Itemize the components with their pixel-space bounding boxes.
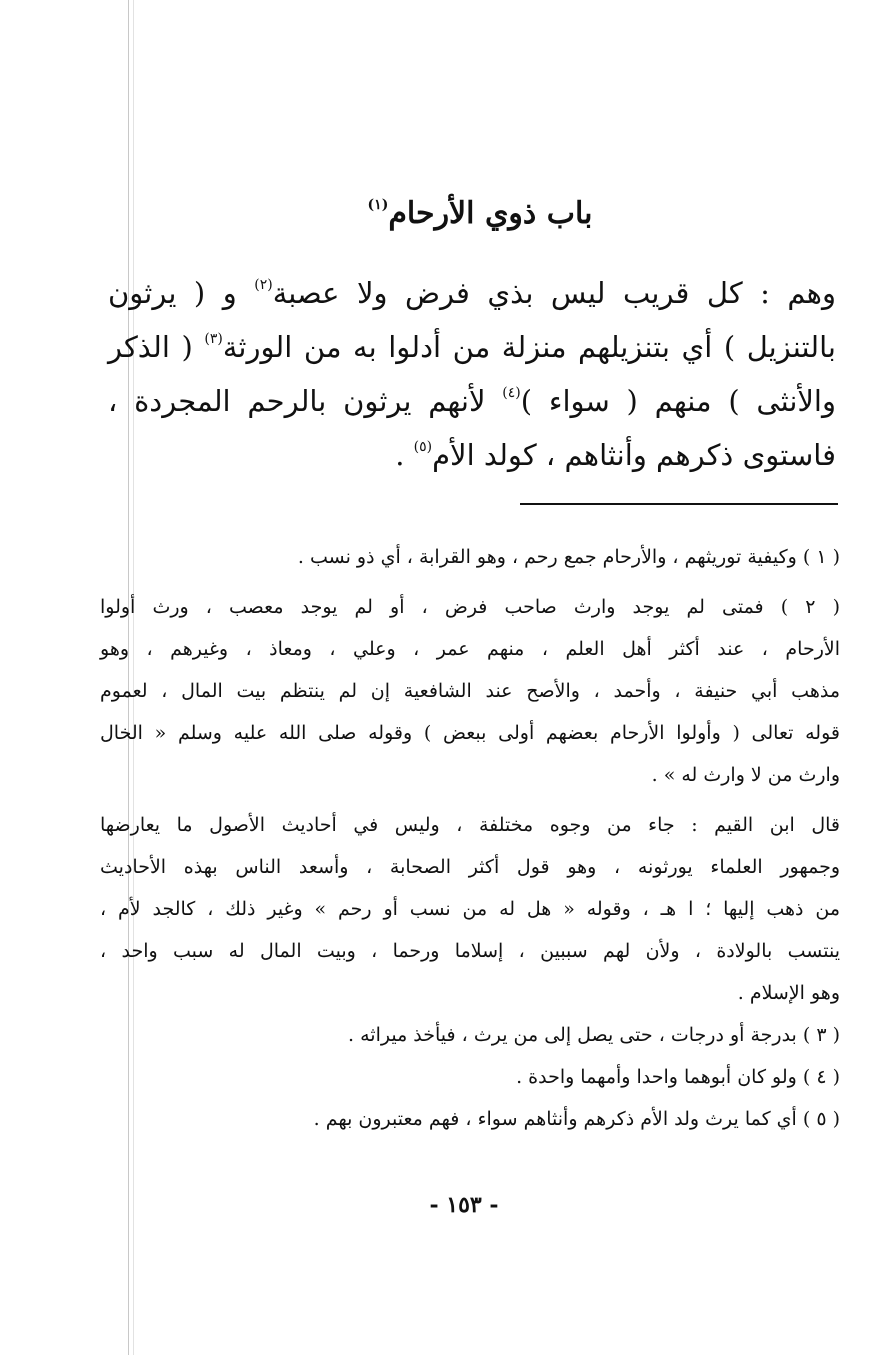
footnote-line: ( ٤ ) ولو كان أبوهما واحدا وأمهما واحدة . bbox=[516, 1066, 840, 1088]
footnote-line: قال ابن القيم : جاء من وجوه مختلفة ، وليس في أحاديث الأصول ما يعارضها bbox=[100, 814, 840, 836]
footnote-5 bbox=[100, 1098, 840, 1140]
footnote-line: ( ٣ ) بدرجة أو درجات ، حتى يصل إلى من يرث ، فيأخذ ميراثه . bbox=[348, 1024, 840, 1046]
main-text-segment: ( الذكر bbox=[108, 330, 193, 364]
main-line bbox=[108, 320, 836, 374]
footnote-ref: (٤) bbox=[502, 385, 521, 401]
main-text-segment: بالتنزيل ) أي بتنزيلهم منزلة من أدلوا به من الورثة bbox=[222, 330, 836, 364]
footnote-3 bbox=[100, 1014, 840, 1056]
main-text-segment: وهم : كل قريب ليس بذي فرض ولا عصبة bbox=[272, 276, 836, 310]
footnote-line: ينتسب بالولادة ، ولأن لهم سببين ، إسلاما ورحما ، وبيت المال له سبب واحد ، bbox=[100, 940, 840, 962]
footnote-line: قوله تعالى ( وأولوا الأرحام بعضهم أولى ببعض ) وقوله صلى الله عليه وسلم « الخال bbox=[100, 722, 840, 744]
footnote-line: ( ٢ ) فمتى لم يوجد وارث صاحب فرض ، أو لم يوجد معصب ، ورث أولوا bbox=[100, 596, 840, 618]
footnote-line: ( ١ ) وكيفية توريثهم ، والأرحام جمع رحم ، وهو القرابة ، أي ذو نسب . bbox=[297, 546, 840, 568]
footnote-ref: (٥) bbox=[413, 439, 433, 455]
footnote-ref: (٣) bbox=[204, 331, 223, 347]
page-number: - ١٥٣ - bbox=[429, 1192, 499, 1218]
footnote-line: وجمهور العلماء يورثونه ، وهو قول أكثر الصحابة ، وأسعد الناس بهذه الأحاديث bbox=[100, 856, 840, 878]
main-text bbox=[108, 266, 836, 482]
footnote-ref: (٢) bbox=[254, 277, 273, 293]
chapter-title bbox=[120, 192, 840, 236]
footnote-line: ( ٥ ) أي كما يرث ولد الأم ذكرهم وأنثاهم سواء ، فهم معتبرون بهم . bbox=[313, 1108, 840, 1130]
footnote-line: مذهب أبي حنيفة ، وأحمد ، والأصح عند الشافعية إن لم ينتظم بيت المال ، لعموم bbox=[100, 680, 840, 702]
footnote-ref: (١) bbox=[367, 197, 389, 213]
main-text-segment: لأنهم يرثون بالرحم المجردة ، bbox=[108, 384, 486, 418]
main-line bbox=[108, 374, 836, 428]
footnote-divider bbox=[520, 503, 838, 505]
footnote-line: الأرحام ، عند أكثر أهل العلم ، منهم عمر ، وعلي ، ومعاذ ، وغيرهم ، وهو bbox=[100, 638, 840, 660]
footnote-2 bbox=[100, 586, 840, 796]
chapter-title-text: باب ذوي الأرحام bbox=[388, 196, 593, 231]
main-line bbox=[108, 266, 836, 320]
main-text-segment: والأنثى ) منهم ( سواء ) bbox=[520, 384, 836, 418]
main-text-segment: فاستوى ذكرهم وأنثاهم ، كولد الأم bbox=[432, 438, 836, 472]
footnote-line: من ذهب إليها ؛ ا هـ ، وقوله « هل له من نسب أو رحم » وغير ذلك ، كالجد لأم ، bbox=[100, 898, 840, 920]
main-text-segment: . bbox=[395, 438, 405, 472]
footnote-1 bbox=[100, 536, 840, 578]
main-text-segment: و ( يرثون bbox=[108, 276, 237, 310]
footnote-2-quote bbox=[100, 804, 840, 1014]
main-line bbox=[108, 428, 836, 482]
footnotes bbox=[100, 536, 840, 1140]
footnote-4 bbox=[100, 1056, 840, 1098]
footnote-line: وهو الإسلام . bbox=[737, 982, 840, 1004]
footnote-line: وارث من لا وارث له » . bbox=[651, 764, 840, 786]
